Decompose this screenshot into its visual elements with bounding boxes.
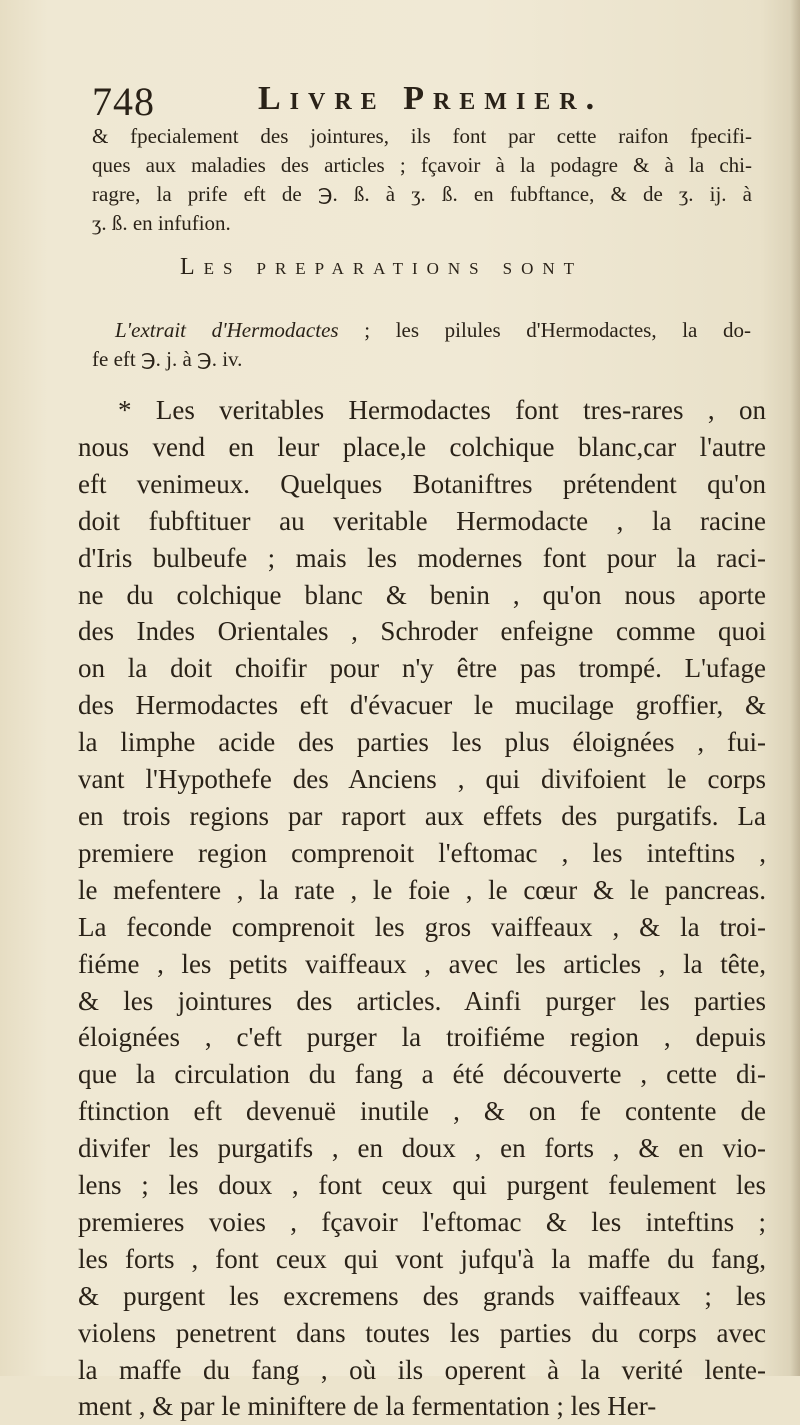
page-header — [92, 78, 742, 126]
text-line — [115, 316, 751, 345]
text-line: fiéme , les petits vaiffeaux , avec les articles , la tête, — [78, 948, 766, 979]
text-line: des Indes Orientales , Schroder enfeigne comme quoi — [78, 616, 766, 647]
text-line: & les jointures des articles. Ainfi purger les parties — [78, 985, 766, 1016]
text-line: & purgent les excremens des grands vaiffeaux ; les — [78, 1280, 766, 1311]
text-line: la limphe acide des parties les plus éloignées , fui- — [78, 727, 766, 758]
text-line: La feconde comprenoit les gros vaiffeaux , & la troi- — [78, 911, 766, 942]
text-line: vant l'Hypothefe des Anciens , qui divifoient le corps — [78, 764, 766, 795]
text-line: les forts , font ceux qui vont jufqu'à la maffe du fang, — [78, 1243, 766, 1274]
extract-label: L'extrait d'Hermodactes — [115, 318, 339, 342]
text-line: ʒ. ß. en infufion. — [92, 211, 231, 235]
text-line: on la doit choifir pour n'y être pas trompé. L'ufage — [78, 653, 766, 684]
running-title: Livre Premier. — [258, 80, 604, 117]
text-line: nous vend en leur place,le colchique blanc,car l'autre — [78, 431, 766, 462]
text-line: des Hermodactes eft d'évacuer le mucilage groffier, & — [78, 690, 766, 721]
text-line: violens penetrent dans toutes les parties du corps avec — [78, 1317, 766, 1348]
intro-paragraph — [92, 122, 752, 238]
text-line: lens ; les doux , font ceux qui purgent feulement les — [78, 1170, 766, 1201]
text-line: doit fubftituer au veritable Hermodacte , la racine — [78, 505, 766, 536]
text-line: premieres voies , fçavoir l'eftomac & les inteftins ; — [78, 1206, 766, 1237]
text-line: ne du colchique blanc & benin , qu'on nous aporte — [78, 579, 766, 610]
text-line: fe eft ℈. j. à ℈. iv. — [92, 347, 243, 371]
preparations-rest: ; les pilules d'Hermodactes, la do- — [338, 318, 752, 342]
text-line: divifer les purgatifs , en doux , en forts , & en vio- — [78, 1133, 766, 1164]
page-number: 748 — [92, 79, 155, 124]
text-line: premiere region comprenoit l'eftomac , les inteftins , — [78, 837, 766, 868]
text-line: * Les veritables Hermodactes font tres-rares , on — [118, 395, 766, 425]
text-line: ques aux maladies des articles ; fçavoir à la podagre & à la chi- — [92, 153, 752, 177]
text-line: & fpecialement des jointures, ils font par cette raifon fpecifi- — [92, 124, 752, 148]
preparations-paragraph — [92, 316, 752, 374]
text-line: ftinction eft devenuë inutile , & on fe contente de — [78, 1096, 766, 1127]
text-line: éloignées , c'eft purger la troifiéme region , depuis — [78, 1022, 766, 1053]
text-line: eft venimeux. Quelques Botaniftres prétendent qu'on — [78, 468, 766, 499]
text-line: ragre, la prife eft de ℈. ß. à ʒ. ß. en fubftance, & de ʒ. ij. à — [92, 182, 752, 206]
text-line: d'Iris bulbeufe ; mais les modernes font pour la raci- — [78, 542, 766, 573]
page-edge-shadow — [790, 0, 800, 1376]
main-paragraph — [78, 392, 766, 1425]
text-line: en trois regions par raport aux effets des purgatifs. La — [78, 800, 766, 831]
text-line: la maffe du fang , où ils operent à la verité lente- — [78, 1354, 766, 1385]
text-line: le mefentere , la rate , le foie , le cœur & le pancreas. — [78, 874, 766, 905]
text-line: ment , & par le miniftere de la fermentation ; les Her- — [78, 1391, 657, 1422]
section-heading: Les preparations sont — [180, 254, 584, 280]
text-line: que la circulation du fang a été découverte , cette di- — [78, 1059, 766, 1090]
